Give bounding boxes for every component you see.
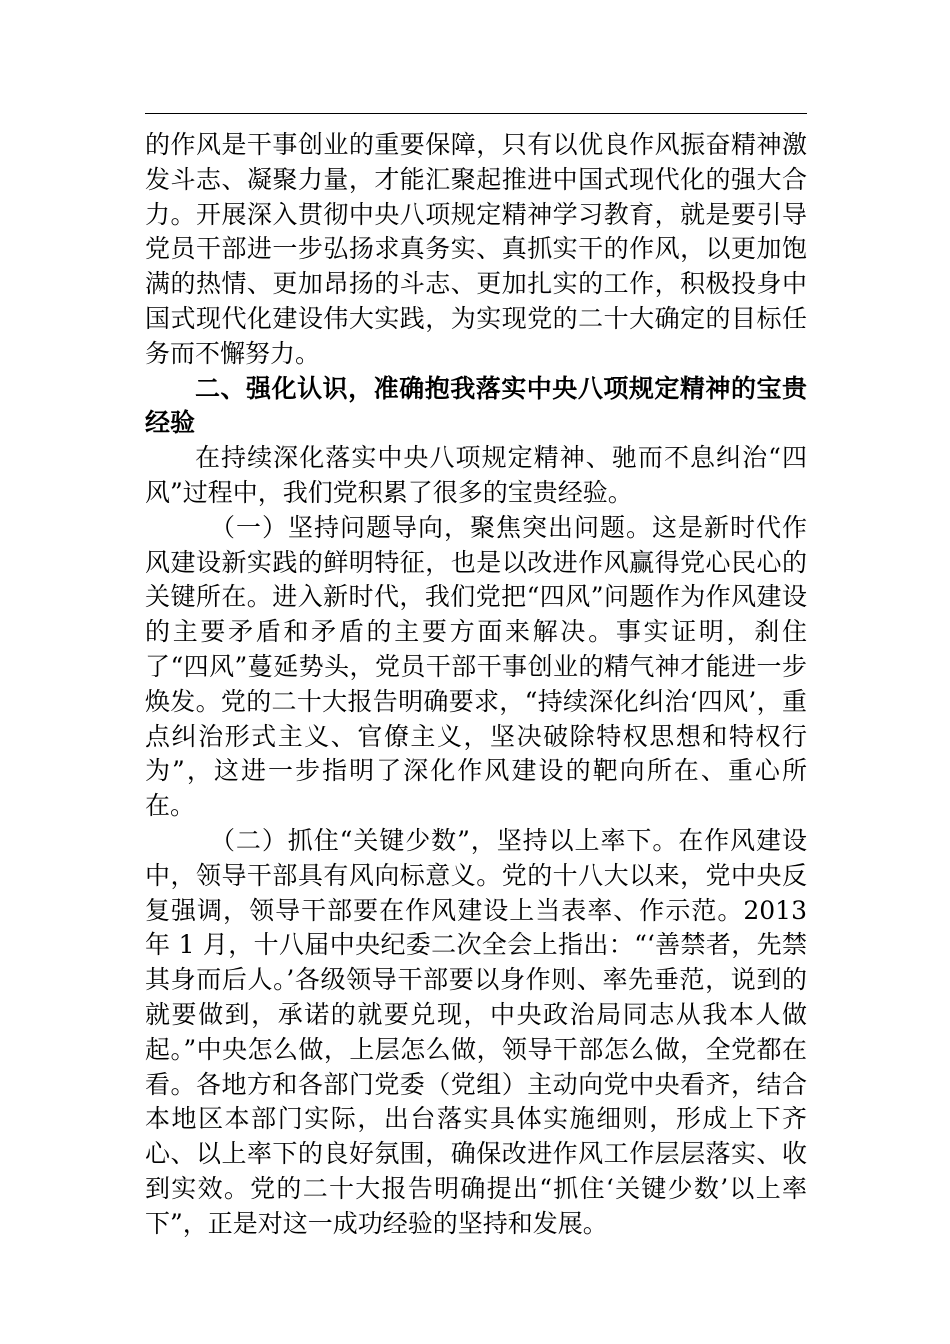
paragraph-intro: 在持续深化落实中央八项规定精神、驰而不息纠治“四风”过程中，我们党积累了很多的宝贵经验。 <box>145 443 807 507</box>
paragraph-point-one: （一）坚持问题导向，聚焦突出问题。这是新时代作风建设新实践的鲜明特征，也是以改进作风赢得党心民心的关键所在。进入新时代，我们党把“四风”问题作为作风建设的主要矛盾和矛盾的主要方面来解决。事实证明，刹住了“四风”蔓延势头，党员干部干事创业的精气神才能进一步焕发。党的二十大报告明确要求，“持续深化纠治‘四风’，重点纠治形式主义、官僚主义，坚决破除特权思想和特权行为”，这进一步指明了深化作风建设的靶向所在、重心所在。 <box>145 512 807 821</box>
section-heading: 二、强化认识，准确抱我落实中央八项规定精神的宝贵经验 <box>145 373 807 438</box>
paragraph-continuation: 的作风是干事创业的重要保障，只有以优良作风振奋精神激发斗志、凝聚力量，才能汇聚起推进中国式现代化的强大合力。开展深入贯彻中央八项规定精神学习教育，就是要引导党员干部进一步弘扬求真务实、真抓实干的作风，以更加饱满的热情、更加昂扬的斗志、更加扎实的工作，积极投身中国式现代化建设伟大实践，为实现党的二十大确定的目标任务而不懈努力。 <box>145 130 807 368</box>
paragraph-point-two: （二）抓住“关键少数”，坚持以上率下。在作风建设中，领导干部具有风向标意义。党的十八大以来，党中央反复强调，领导干部要在作风建设上当表率、作示范。2013 年 1 月，十八届中央纪委二次全会上指出：“‘善禁者，先禁其身而后人。’各级领导干部要以身作则、率先垂范，说到的就要做到，承诺的就要兑现，中央政治局同志从我本人做起。”中央怎么做，上层怎么做，领导干部怎么做，全党都在看。各地方和各部门党委（党组）主动向党中央看齐，结合本地区本部门实际，出台落实具体实施细则，形成上下齐心、以上率下的良好氛围，确保改进作风工作层层落实、收到实效。党的二十大报告明确提出“抓住‘关键少数’以上率下”，正是对这一成功经验的坚持和发展。 <box>145 825 807 1238</box>
document-body <box>145 128 807 1242</box>
header-rule <box>145 113 807 114</box>
